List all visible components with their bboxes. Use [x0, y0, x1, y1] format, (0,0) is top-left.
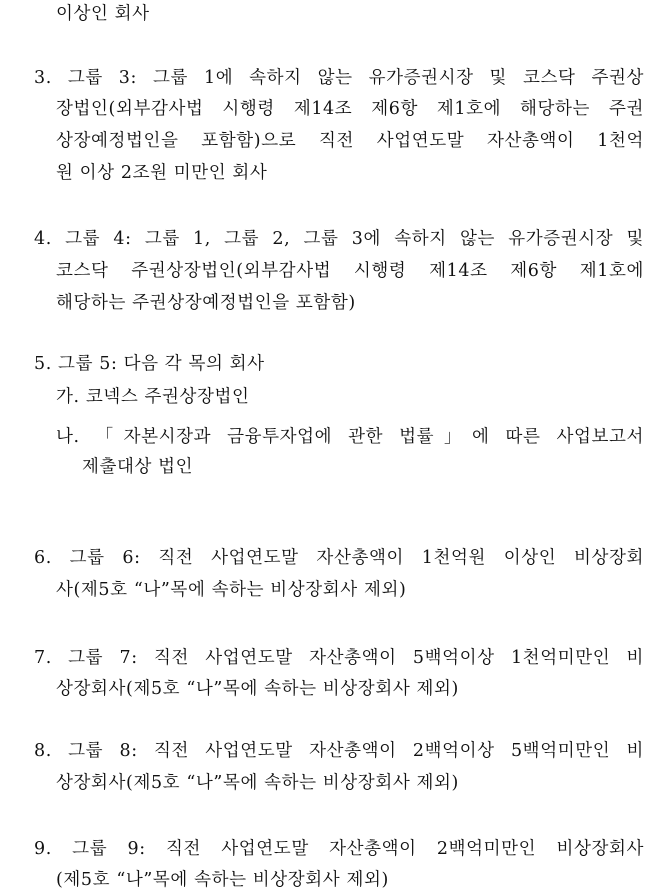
item-5-line-1: 5. 그룹 5: 다음 각 목의 회사	[34, 354, 265, 374]
item-9-line-1: 9. 그룹 9: 직전 사업연도말 자산총액이 2백억미만인 비상장회사	[34, 839, 644, 859]
item-4-line-3: 해당하는 주권상장예정법인을 포함함)	[56, 293, 356, 313]
item-9-line-2: (제5호 “나”목에 속하는 비상장회사 제외)	[56, 870, 389, 890]
item-8-line-1: 8. 그룹 8: 직전 사업연도말 자산총액이 2백억이상 5백억미만인 비	[34, 741, 644, 761]
item-8-line-2: 상장회사(제5호 “나”목에 속하는 비상장회사 제외)	[56, 773, 459, 793]
item-5-subitem-a: 가. 코넥스 주권상장법인	[56, 387, 250, 407]
item-3-line-1: 3. 그룹 3: 그룹 1에 속하지 않는 유가증권시장 및 코스닥 주권상	[34, 68, 644, 88]
item-6-line-2: 사(제5호 “나”목에 속하는 비상장회사 제외)	[56, 580, 407, 600]
item-6-line-1: 6. 그룹 6: 직전 사업연도말 자산총액이 1천억원 이상인 비상장회	[34, 548, 644, 568]
item-4-line-1: 4. 그룹 4: 그룹 1, 그룹 2, 그룹 3에 속하지 않는 유가증권시장 및	[34, 229, 644, 249]
text-line-continuation: 이상인 회사	[56, 4, 150, 24]
item-3-line-4: 원 이상 2조원 미만인 회사	[56, 163, 268, 183]
item-5-subitem-b-line-2: 제출대상 법인	[82, 457, 194, 477]
item-7-line-2: 상장회사(제5호 “나”목에 속하는 비상장회사 제외)	[56, 679, 459, 699]
item-4-line-2: 코스닥 주권상장법인(외부감사법 시행령 제14조 제6항 제1호에	[56, 261, 644, 281]
item-3-line-3: 상장예정법인을 포함함)으로 직전 사업연도말 자산총액이 1천억	[56, 131, 644, 151]
item-3-line-2: 장법인(외부감사법 시행령 제14조 제6항 제1호에 해당하는 주권	[56, 99, 644, 119]
item-5-subitem-b-line-1: 나. 「자본시장과 금융투자업에 관한 법률」에 따른 사업보고서	[56, 427, 644, 447]
item-7-line-1: 7. 그룹 7: 직전 사업연도말 자산총액이 5백억이상 1천억미만인 비	[34, 648, 644, 668]
